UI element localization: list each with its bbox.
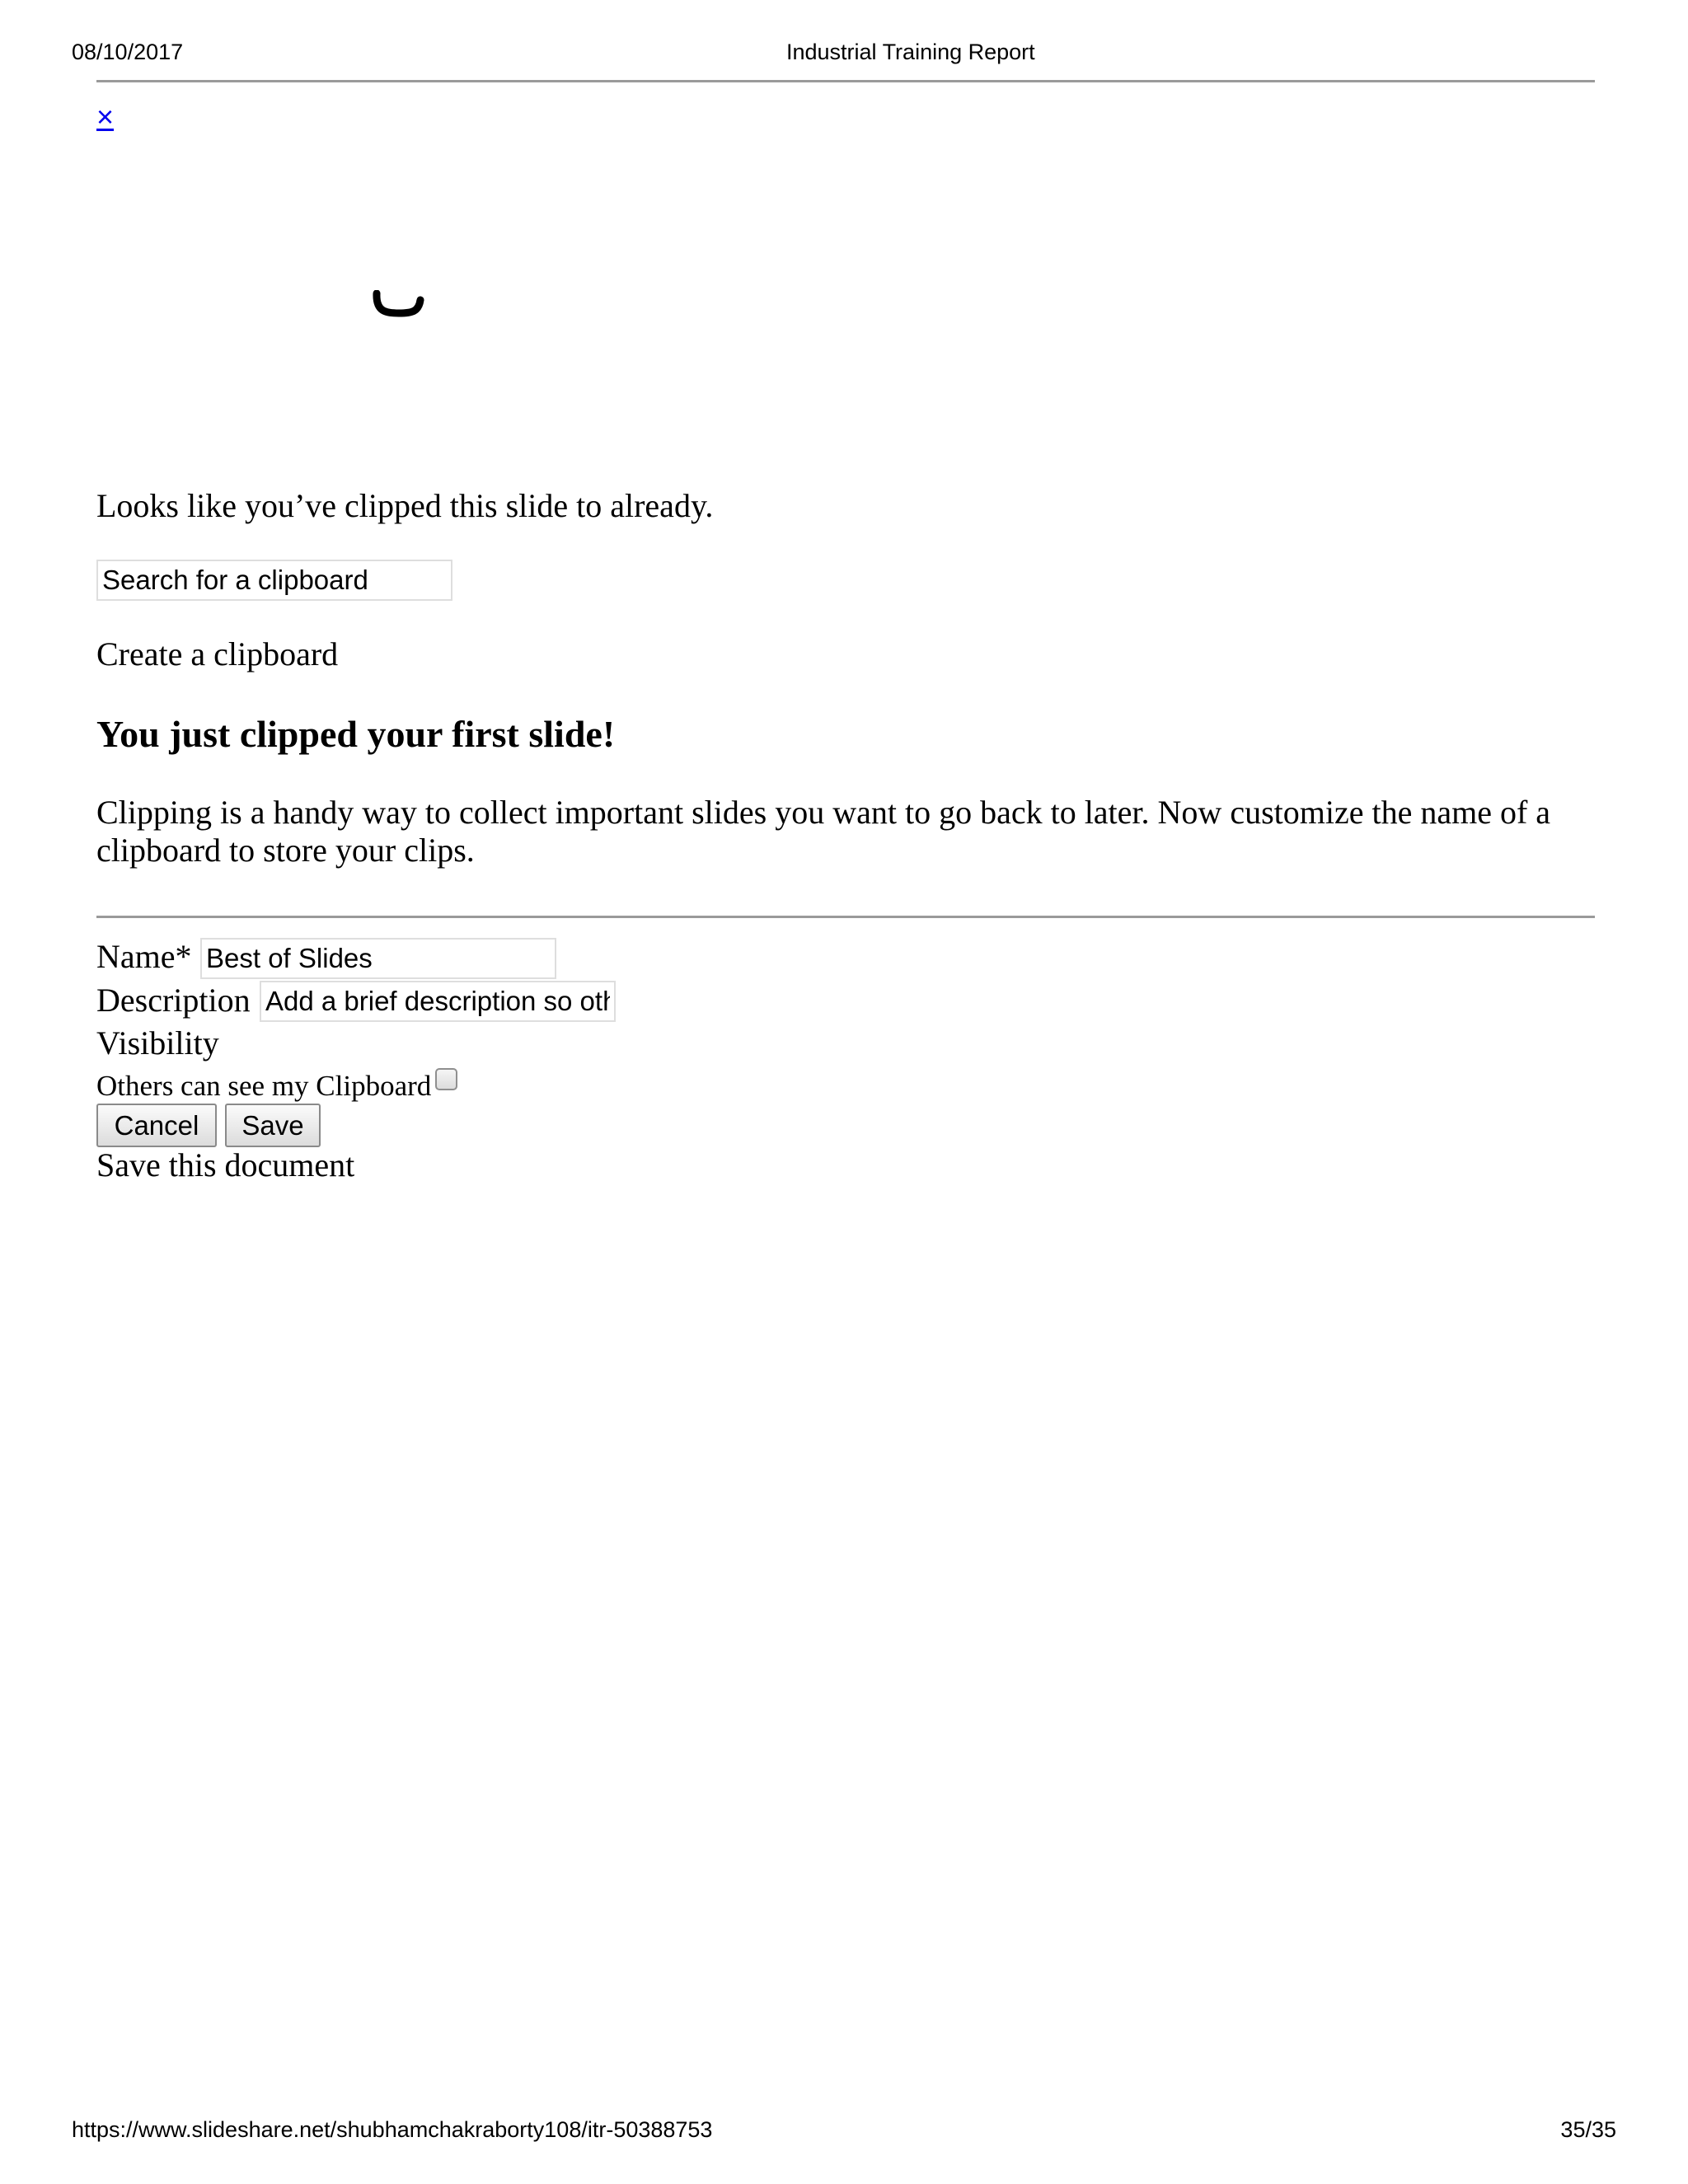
print-title: Industrial Training Report xyxy=(786,40,1035,64)
page-number: 35/35 xyxy=(1560,2117,1616,2142)
create-clipboard-link[interactable]: Create a clipboard xyxy=(96,635,339,673)
clip-icon xyxy=(373,290,425,318)
visibility-label: Visibility xyxy=(96,1024,219,1062)
print-url: https://www.slideshare.net/shubhamchakraborty108/itr-50388753 xyxy=(72,2117,713,2142)
save-document-link[interactable]: Save this document xyxy=(96,1146,355,1183)
header-divider xyxy=(96,80,1595,82)
print-date: 08/10/2017 xyxy=(72,40,184,64)
already-clipped-message: Looks like you’ve clipped this slide to already. xyxy=(96,487,714,524)
description-label: Description xyxy=(96,982,251,1019)
dialog-heading: You just clipped your first slide! xyxy=(96,713,616,755)
close-icon[interactable]: × xyxy=(96,100,115,134)
others-can-see-checkbox[interactable] xyxy=(435,1068,457,1090)
name-label: Name* xyxy=(96,938,192,975)
form-divider xyxy=(96,916,1595,918)
dialog-description: Clipping is a handy way to collect important slides you want to go back to later. Now customize the name of a clipboard to store your clips. xyxy=(96,794,1551,869)
name-input[interactable] xyxy=(200,938,556,979)
others-can-see-label: Others can see my Clipboard xyxy=(96,1070,432,1102)
search-clipboard-input[interactable] xyxy=(96,560,452,601)
description-input[interactable] xyxy=(260,981,616,1022)
save-button[interactable]: Save xyxy=(225,1104,321,1147)
cancel-button[interactable]: Cancel xyxy=(96,1104,217,1147)
